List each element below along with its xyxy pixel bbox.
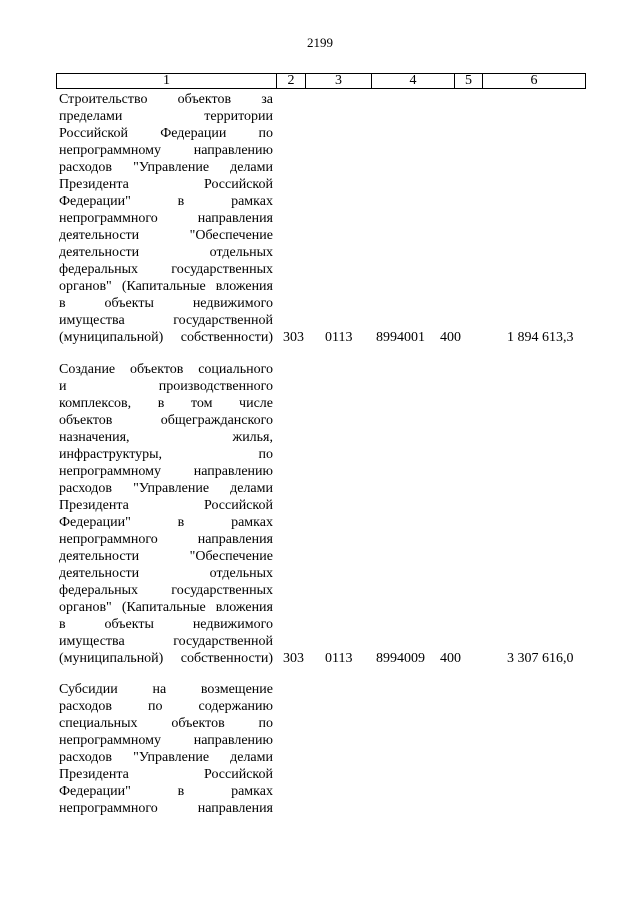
- row-2-line: [59, 650, 273, 667]
- word: социального: [198, 362, 273, 377]
- word: возмещение: [200, 682, 273, 697]
- column-header-3: 3: [306, 74, 372, 89]
- word: по: [148, 699, 163, 714]
- word: Российской: [204, 767, 273, 782]
- word: расходов: [59, 481, 113, 496]
- word: объектов: [177, 92, 232, 107]
- row-1-line: [59, 329, 273, 346]
- column-header-4: 4: [372, 74, 455, 89]
- word: делами: [230, 160, 273, 175]
- row-1-line: [59, 159, 273, 176]
- row-1-col-6: 1 894 613,3: [507, 330, 574, 345]
- word: пределами: [59, 109, 123, 124]
- word: объекты: [104, 617, 154, 632]
- column-header-row: [57, 74, 586, 89]
- word: государственной: [173, 313, 273, 328]
- row-3-line: [59, 800, 273, 817]
- word: Российской: [204, 498, 273, 513]
- word: назначения,: [59, 430, 130, 445]
- word: государственных: [171, 262, 273, 277]
- word: в: [157, 396, 165, 411]
- word: собственности): [180, 330, 273, 345]
- row-1-line: [59, 278, 273, 295]
- word: комплексов,: [59, 396, 132, 411]
- word: территории: [204, 109, 273, 124]
- row-1-line: [59, 261, 273, 278]
- row-2-line: [59, 429, 273, 446]
- word: специальных: [59, 716, 138, 731]
- word: содержанию: [198, 699, 273, 714]
- word: (Капитальные: [121, 279, 206, 294]
- word: непрограммному: [59, 733, 161, 748]
- word: Российской: [59, 126, 128, 141]
- word: Строительство: [59, 92, 148, 107]
- row-2-line: [59, 582, 273, 599]
- word: направлению: [193, 143, 273, 158]
- word: направления: [197, 211, 273, 226]
- row-2-line: [59, 446, 273, 463]
- column-header-1: 1: [57, 74, 277, 89]
- row-2-col-5: 400: [440, 651, 461, 666]
- row-1-line: [59, 295, 273, 312]
- row-2-line: [59, 633, 273, 650]
- word: Федерации": [59, 194, 131, 209]
- page-number: 2199: [307, 35, 333, 50]
- row-1-line: [59, 312, 273, 329]
- row-3-line: [59, 783, 273, 800]
- row-1-line: [59, 193, 273, 210]
- word: вложения: [215, 600, 273, 615]
- word: расходов: [59, 160, 113, 175]
- row-1-line: [59, 125, 273, 142]
- word: рамках: [231, 784, 273, 799]
- column-header-5: 5: [455, 74, 483, 89]
- row-3-line: [59, 732, 273, 749]
- word: Федерации": [59, 515, 131, 530]
- word: за: [261, 92, 273, 107]
- word: непрограммному: [59, 143, 161, 158]
- row-1-line: [59, 227, 273, 244]
- word: рамках: [231, 194, 273, 209]
- row-2-line: [59, 395, 273, 412]
- column-header-table: [56, 73, 586, 89]
- row-2-line: [59, 565, 273, 582]
- word: объектов: [59, 413, 113, 428]
- word: направления: [197, 801, 273, 816]
- row-2-line: [59, 497, 273, 514]
- word: федеральных: [59, 262, 139, 277]
- word: федеральных: [59, 583, 139, 598]
- word: общегражданского: [160, 413, 273, 428]
- word: деятельности: [59, 549, 140, 564]
- row-2-description: [59, 361, 273, 667]
- row-3-line: [59, 681, 273, 698]
- word: органов": [59, 600, 112, 615]
- row-3-line: [59, 698, 273, 715]
- word: непрограммного: [59, 532, 158, 547]
- word: том: [190, 396, 213, 411]
- row-1-line: [59, 244, 273, 261]
- word: Субсидии: [59, 682, 118, 697]
- row-2-line: [59, 412, 273, 429]
- word: имущества: [59, 313, 125, 328]
- row-2-line: [59, 616, 273, 633]
- row-2-col-6: 3 307 616,0: [507, 651, 574, 666]
- word: и: [59, 379, 67, 394]
- word: "Обеспечение: [189, 228, 273, 243]
- row-2-line: [59, 548, 273, 565]
- word: объектов: [129, 362, 184, 377]
- word: "Обеспечение: [189, 549, 273, 564]
- row-1-col-2: 303: [283, 330, 304, 345]
- row-2-line: [59, 531, 273, 548]
- row-2-col-4: 8994009: [376, 651, 425, 666]
- row-3-description: [59, 681, 273, 817]
- word: производственного: [158, 379, 273, 394]
- word: отдельных: [209, 245, 273, 260]
- word: (муниципальной): [59, 651, 164, 666]
- word: недвижимого: [192, 296, 273, 311]
- row-1-description: [59, 91, 273, 346]
- row-2-line: [59, 480, 273, 497]
- word: собственности): [180, 651, 273, 666]
- word: по: [258, 716, 273, 731]
- word: органов": [59, 279, 112, 294]
- word: в: [177, 515, 185, 530]
- row-2-line: [59, 599, 273, 616]
- word: направления: [197, 532, 273, 547]
- word: деятельности: [59, 245, 140, 260]
- word: объектов: [171, 716, 225, 731]
- word: недвижимого: [192, 617, 273, 632]
- word: деятельности: [59, 228, 140, 243]
- word: направлению: [193, 464, 273, 479]
- word: расходов: [59, 750, 113, 765]
- word: вложения: [215, 279, 273, 294]
- row-1-line: [59, 91, 273, 108]
- word: в: [59, 296, 66, 311]
- word: государственной: [173, 634, 273, 649]
- word: Создание: [59, 362, 116, 377]
- column-header-2: 2: [277, 74, 306, 89]
- word: по: [258, 447, 273, 462]
- word: отдельных: [209, 566, 273, 581]
- word: на: [152, 682, 167, 697]
- word: Российской: [204, 177, 273, 192]
- row-2-col-2: 303: [283, 651, 304, 666]
- word: в: [59, 617, 66, 632]
- word: непрограммного: [59, 211, 158, 226]
- row-1-line: [59, 176, 273, 193]
- word: имущества: [59, 634, 125, 649]
- row-2-col-3: 0113: [325, 651, 353, 666]
- word: Президента: [59, 767, 129, 782]
- word: Президента: [59, 177, 129, 192]
- word: жилья,: [232, 430, 273, 445]
- word: (муниципальной): [59, 330, 164, 345]
- word: числе: [239, 396, 273, 411]
- row-2-line: [59, 514, 273, 531]
- word: по: [258, 126, 273, 141]
- word: в: [177, 194, 185, 209]
- word: непрограммного: [59, 801, 158, 816]
- word: направлению: [193, 733, 273, 748]
- word: деятельности: [59, 566, 140, 581]
- row-1-line: [59, 142, 273, 159]
- word: (Капитальные: [121, 600, 206, 615]
- word: Федерации": [59, 784, 131, 799]
- word: инфраструктуры,: [59, 447, 163, 462]
- row-3-line: [59, 766, 273, 783]
- column-header-6: 6: [483, 74, 586, 89]
- word: рамках: [231, 515, 273, 530]
- word: непрограммному: [59, 464, 161, 479]
- word: в: [177, 784, 185, 799]
- row-3-line: [59, 749, 273, 766]
- word: расходов: [59, 699, 113, 714]
- row-2-line: [59, 361, 273, 378]
- row-1-col-4: 8994001: [376, 330, 425, 345]
- word: "Управление: [133, 481, 210, 496]
- row-1-line: [59, 210, 273, 227]
- word: государственных: [171, 583, 273, 598]
- word: Федерации: [160, 126, 227, 141]
- word: "Управление: [133, 160, 210, 175]
- row-1-col-5: 400: [440, 330, 461, 345]
- row-2-line: [59, 463, 273, 480]
- row-3-line: [59, 715, 273, 732]
- word: делами: [230, 481, 273, 496]
- word: делами: [230, 750, 273, 765]
- row-1-line: [59, 108, 273, 125]
- word: Президента: [59, 498, 129, 513]
- word: "Управление: [133, 750, 210, 765]
- word: объекты: [104, 296, 154, 311]
- row-2-line: [59, 378, 273, 395]
- row-1-col-3: 0113: [325, 330, 353, 345]
